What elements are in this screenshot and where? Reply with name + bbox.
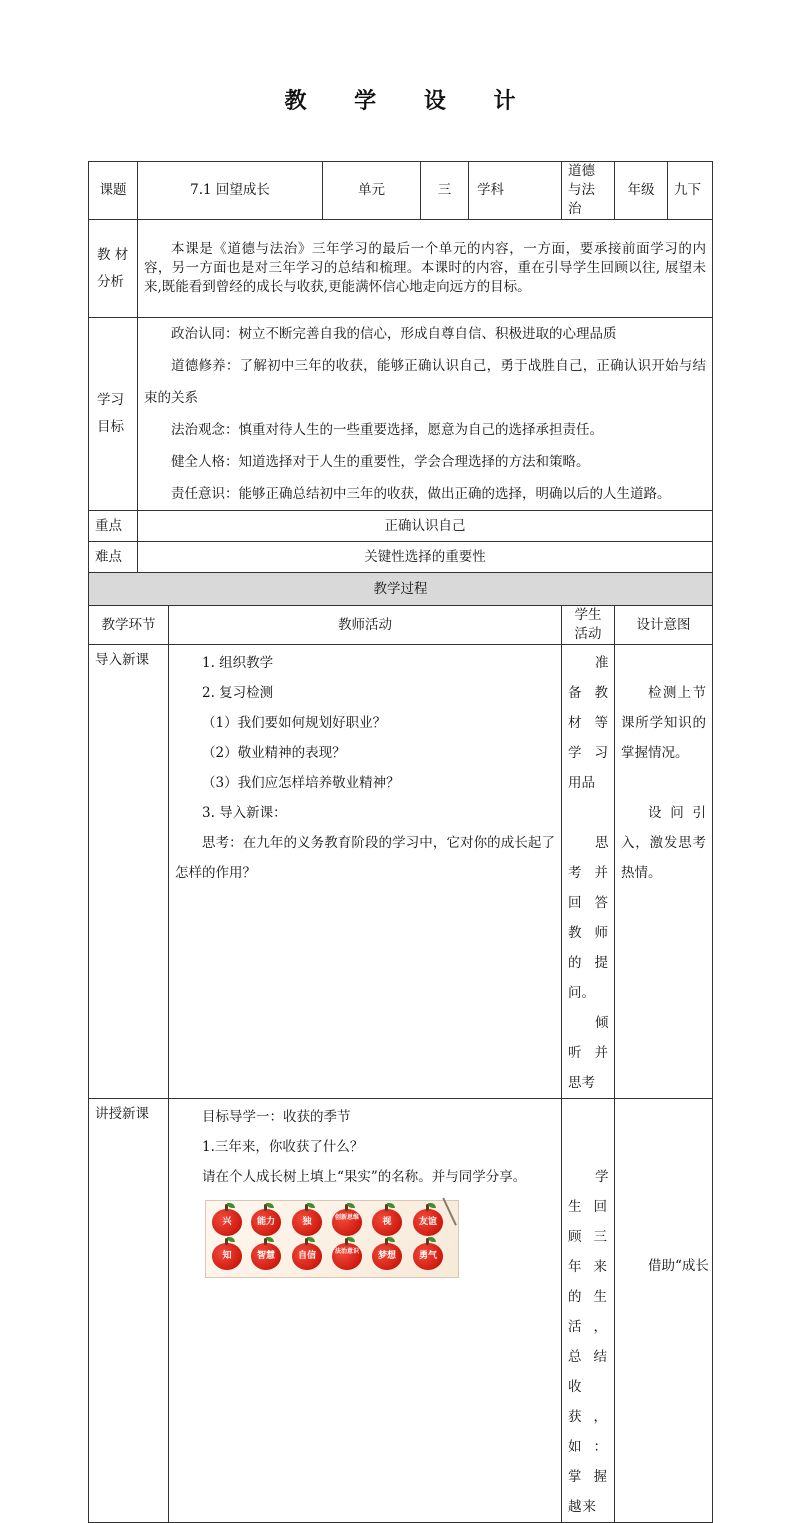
unit-label: 单元 <box>323 162 421 220</box>
apple-fruit: 智慧 <box>251 1243 281 1270</box>
learning-goals-label <box>89 318 138 511</box>
apple-fruit: 兴 <box>212 1209 242 1236</box>
subject-value: 道德与法治 <box>562 162 615 220</box>
intro-teacher-line-7: 思考：在九年的义务教育阶段的学习中，它对你的成长起了怎样的作用？ <box>175 835 555 881</box>
difficulty-label: 难点 <box>89 542 138 573</box>
intro-teacher-line-2: 2. 复习检测 <box>202 685 274 701</box>
key-point-label: 重点 <box>89 511 138 542</box>
col-header-stage: 教学环节 <box>89 606 169 645</box>
teach-student-text: 学生回顾三年来的生活，总结收获，如：掌握越来 <box>568 1169 610 1515</box>
apple-fruit: 友谊 <box>413 1209 443 1236</box>
goal-legal: 法治观念：慎重对待人生的一些重要选择，愿意为自己的选择承担责任。 <box>171 422 603 438</box>
teach-intent-text: 借助“成长 <box>648 1258 709 1274</box>
teach-teacher-line-3: 请在个人成长树上填上“果实”的名称。并与同学分享。 <box>202 1169 527 1185</box>
intro-teacher <box>169 645 562 1099</box>
goal-political: 政治认同：树立不断完善自我的信心，形成自尊自信、积极进取的心理品质 <box>171 326 617 342</box>
difficulty-value: 关键性选择的重要性 <box>138 542 713 573</box>
growth-tree-image <box>205 1200 459 1278</box>
process-title: 教学过程 <box>89 573 713 606</box>
intro-student <box>562 645 615 1099</box>
topic-label: 课题 <box>89 162 138 220</box>
apple-fruit: 独 <box>292 1209 322 1236</box>
goal-moral: 道德修养：了解初中三年的收获，能够正确认识自己，勇于战胜自己，正确认识开始与结束的关系 <box>144 358 706 406</box>
intro-intent <box>615 645 713 1099</box>
col-header-student: 学生活动 <box>562 606 615 645</box>
topic-value: 7.1 回望成长 <box>138 162 323 220</box>
teach-student <box>562 1099 615 1523</box>
apple-fruit: 创新思维 <box>332 1209 362 1236</box>
learning-goals-label-line1: 学习 <box>97 392 124 408</box>
intro-student-line-2: 思考并回答教师的提问。 <box>568 835 609 1001</box>
lesson-plan-table <box>88 161 713 1523</box>
header-row <box>89 162 713 220</box>
intro-teacher-line-6: 3. 导入新课： <box>202 805 287 821</box>
col-header-intent: 设计意图 <box>615 606 713 645</box>
grade-label: 年级 <box>615 162 668 220</box>
intro-intent-line-1: 检测上节课所学知识的掌握情况。 <box>621 685 706 761</box>
textbook-analysis-text <box>138 220 713 318</box>
textbook-analysis-label-line2: 分析 <box>97 273 124 290</box>
apple-fruit: 视 <box>372 1209 402 1236</box>
intro-teacher-line-3: （1）我们要如何规划好职业？ <box>202 715 387 731</box>
apple-fruit: 自信 <box>292 1243 322 1270</box>
apple-fruit: 梦想 <box>372 1243 402 1270</box>
process-column-headers <box>89 606 713 645</box>
learning-goals-row <box>89 318 713 511</box>
col-header-teacher: 教师活动 <box>169 606 562 645</box>
apple-fruit: 能力 <box>251 1209 281 1236</box>
teach-intent <box>615 1099 713 1523</box>
teach-row <box>89 1099 713 1523</box>
intro-stage: 导入新课 <box>89 645 169 1099</box>
textbook-analysis-label-line1: 教 材 <box>97 246 129 263</box>
apple-fruit: 勇气 <box>413 1243 443 1270</box>
key-point-row <box>89 511 713 542</box>
textbook-analysis-paragraph: 本课是《道德与法治》三年学习的最后一个单元的内容，一方面，要承接前面学习的内容，另一方面也是对三年学习的总结和梳理。本课时的内容，重在引导学生回顾以往, 展望未来,既能看到曾经的成长与收获,更能满怀信心地走向远方的目标。 <box>144 241 706 295</box>
subject-label: 学科 <box>469 162 562 220</box>
intro-teacher-line-1: 1. 组织教学 <box>202 655 274 671</box>
intro-teacher-line-4: （2）敬业精神的表现？ <box>202 745 346 761</box>
teach-teacher-line-2: 1.三年来，你收获了什么？ <box>202 1139 364 1155</box>
intro-student-line-3: 倾听并思考 <box>568 1015 609 1091</box>
teach-stage: 讲授新课 <box>89 1099 169 1523</box>
learning-goals-text <box>138 318 713 511</box>
intro-teacher-line-5: （3）我们应怎样培养敬业精神？ <box>202 775 400 791</box>
intro-row <box>89 645 713 1099</box>
apple-fruit: 知 <box>212 1243 242 1270</box>
page-title: 教 学 设 计 <box>284 88 536 114</box>
textbook-analysis-label <box>89 220 138 318</box>
textbook-analysis-row <box>89 220 713 318</box>
teach-teacher <box>169 1099 562 1523</box>
unit-value: 三 <box>421 162 469 220</box>
grade-value: 九下 <box>668 162 713 220</box>
key-point-value: 正确认识自己 <box>138 511 713 542</box>
intro-student-line-1: 准备教材等学习用品 <box>568 655 609 791</box>
process-title-row <box>89 573 713 606</box>
learning-goals-label-line2: 目标 <box>97 419 124 435</box>
teach-teacher-line-1: 目标导学一：收获的季节 <box>202 1109 351 1125</box>
apple-fruit: 法治意识 <box>332 1243 362 1270</box>
goal-personality: 健全人格：知道选择对于人生的重要性，学会合理选择的方法和策略。 <box>171 454 590 470</box>
intro-intent-line-2: 设问引入，激发思考热情。 <box>621 805 706 881</box>
goal-responsibility: 责任意识：能够正确总结初中三年的收获，做出正确的选择，明确以后的人生道路。 <box>171 486 671 502</box>
difficulty-row <box>89 542 713 573</box>
